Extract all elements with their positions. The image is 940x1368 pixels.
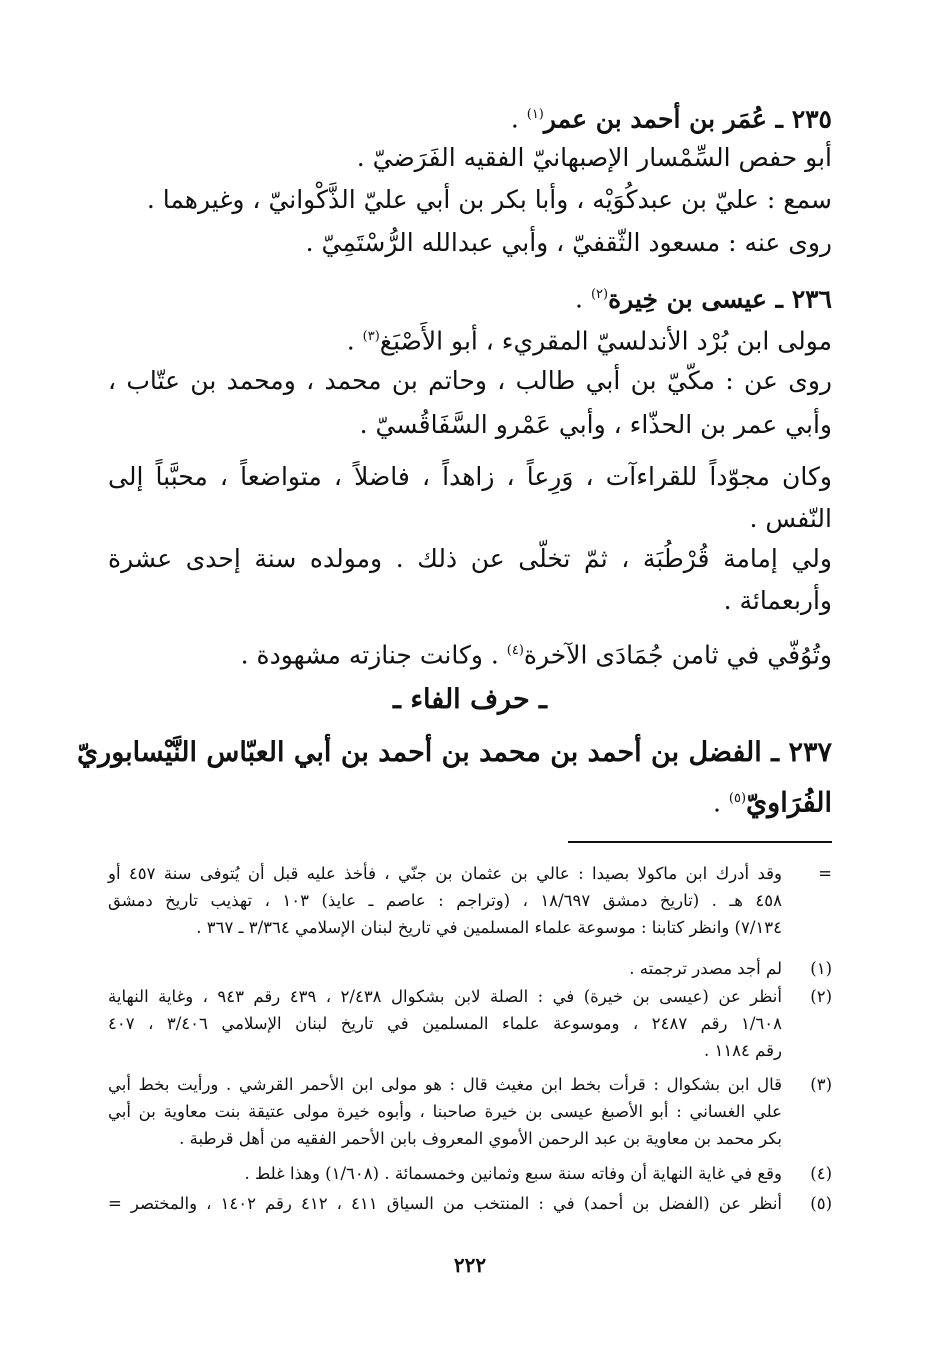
entry-236-line-8-end: . وكانت جنازته مشهودة . — [240, 640, 507, 670]
entry-236-line-1-end: . — [346, 326, 363, 356]
footnote-line: وقع في غاية النهاية أن وفاته سنة سبع وثمانين وخمسمائة . (١/٦٠٨) وهذا غلط . — [244, 1164, 782, 1183]
entry-236-heading: ٢٣٦ ـ عيسى بن خِيرة — [608, 284, 832, 314]
footnote-line: أنظر عن (عيسى بن خيرة) في : الصلة لابن بشكوال ٢/٤٣٨ ، ٤٣٩ رقم ٩٤٣ ، وغاية النهاية — [108, 987, 782, 1006]
entry-236-heading-line — [108, 276, 832, 318]
entry-236-line-1-text: مولى ابن بُرْد الأندلسيّ المقريء ، أبو الأَصْبَغ — [379, 326, 832, 356]
entry-235-line-2: سمع : عليّ بن عبدكُوَيْه ، وأبا بكر بن أبي عليّ الذَّكْوانيّ ، وغيرهما . — [146, 185, 832, 214]
footnote-number: (٢) — [810, 987, 832, 1006]
page-number: ٢٢٢ — [453, 1253, 487, 1277]
footnote-3 — [108, 1071, 832, 1152]
entry-236-heading-end: . — [575, 284, 591, 314]
entry-237-line-2 — [108, 780, 832, 822]
footnote-line: وقد أدرك ابن ماكولا بصيدا : عالي بن عثمان بن جنّي ، فأخذ عليه قبل أن يُتوفى سنة ٤٥٧ أو — [108, 864, 782, 883]
entry-235-line-3: روى عنه : مسعود الثّقفيّ ، وأبي عبدالله الرُّسْتَمِيّ . — [305, 228, 832, 257]
entry-237-heading-end: . — [712, 788, 729, 818]
entry-236-line-8 — [108, 632, 832, 674]
footnote-continued — [108, 860, 832, 941]
footnote-5 — [108, 1190, 832, 1217]
entry-236-line-6: ولي إمامة قُرْطُبَة ، ثمّ تخلّى عن ذلك . ومولده سنة إحدى عشرة — [108, 544, 832, 573]
footnote-number: (٤) — [810, 1164, 832, 1183]
footnote-line: لم أجد مصدر ترجمته . — [629, 959, 782, 978]
entry-236-line-4: وكان مجوّداً للقراءآت ، وَرِعاً ، زاهداً ، فاضلاً ، متواضعاً ، محبَّباً إلى — [108, 462, 832, 491]
entry-237-heading: ٢٣٧ ـ الفضل بن أحمد بن محمد بن أحمد بن أبي العبّاس النَّيْسابوريّ — [77, 737, 832, 768]
footnote-number: (١) — [810, 959, 832, 978]
section-heading: ـ حرف الفاء ـ — [393, 684, 547, 715]
footnote-ref-2: (٢) — [590, 287, 609, 302]
footnote-number: (٣) — [810, 1075, 832, 1094]
entry-236-line-8-text: وتُوُفّي في ثامن جُمَادَى الآخرة — [523, 640, 832, 670]
entry-236-line-3: وأبي عمر بن الحذّاء ، وأبي عَمْرو السَّفَاقُسيّ . — [359, 410, 832, 439]
entry-237-line-1 — [77, 734, 832, 772]
footnote-4 — [108, 1160, 832, 1187]
entry-236-line-7: وأربعمائة . — [723, 586, 832, 615]
entry-235-heading-end: . — [510, 104, 527, 134]
footnote-line: رقم ١١٨٤ . — [703, 1041, 782, 1060]
entry-235-heading: ٢٣٥ ـ عُمَر بن أحمد بن عمر — [543, 104, 832, 134]
entry-235-heading-line — [108, 96, 832, 138]
footnote-separator — [568, 841, 832, 843]
footnote-line: ٧/١٣٤) وانظر كتابنا : موسوعة علماء المسلمين في تاريخ لبنان الإسلامي ٣/٣٦٤ ـ ٣٦٧ . — [196, 918, 782, 937]
footnote-line: أنظر عن (الفضل بن أحمد) في : المنتخب من السياق ٤١١ ، ٤١٢ رقم ١٤٠٢ ، والمختصر = — [108, 1194, 783, 1213]
footnote-ref-5: (٥) — [728, 791, 747, 806]
footnote-ref-4: (٤) — [506, 643, 524, 658]
footnote-line: علي الغساني : أبو الأصبغ عيسى بن خيرة صاحبنا ، وأبوه خيرة مولى عتيقة بنت معاوية بن أبي — [108, 1102, 782, 1121]
entry-236-line-5: النّفس . — [749, 504, 832, 533]
footnote-number: (٥) — [810, 1194, 832, 1213]
footnote-1 — [108, 955, 832, 982]
footnote-line: قال ابن بشكوال : قرأت بخط ابن مغيث قال : هو مولى ابن الأحمر القرشي . ورأيت بخط أبي — [108, 1075, 782, 1094]
footnote-2 — [108, 983, 832, 1064]
footnote-line: ١/٦٠٨ رقم ٢٤٨٧ ، وموسوعة علماء المسلمين في تاريخ لبنان الإسلامي ٣/٤٠٦ ، ٤٠٧ — [108, 1014, 782, 1033]
entry-237-heading-cont: الفُرَاويّ — [746, 787, 832, 819]
footnote-ref-1: (١) — [526, 107, 544, 122]
footnote-line: بكر محمد بن معاوية بن عبد الرحمن الأموي المعروف بابن الأحمر الفقيه من أهل قرطبة . — [179, 1129, 782, 1148]
footnote-line: ٤٥٨ هـ . (تاريخ دمشق ١٨/٦٩٧ ، (وتراجم : عاصم ـ عايذ) ١٠٣ ، تهذيب تاريخ دمشق — [108, 891, 782, 910]
entry-236-line-2: روى عن : مكّيّ بن أبي طالب ، وحاتم بن محمد ، ومحمد بن عتّاب ، — [108, 366, 832, 395]
footnote-ref-3: (٣) — [362, 329, 380, 344]
entry-235-line-1: أبو حفص السِّمْسار الإصبهانيّ الفقيه الفَرَضيّ . — [356, 143, 832, 172]
entry-236-line-1 — [108, 318, 832, 360]
footnote-number: = — [818, 864, 832, 883]
